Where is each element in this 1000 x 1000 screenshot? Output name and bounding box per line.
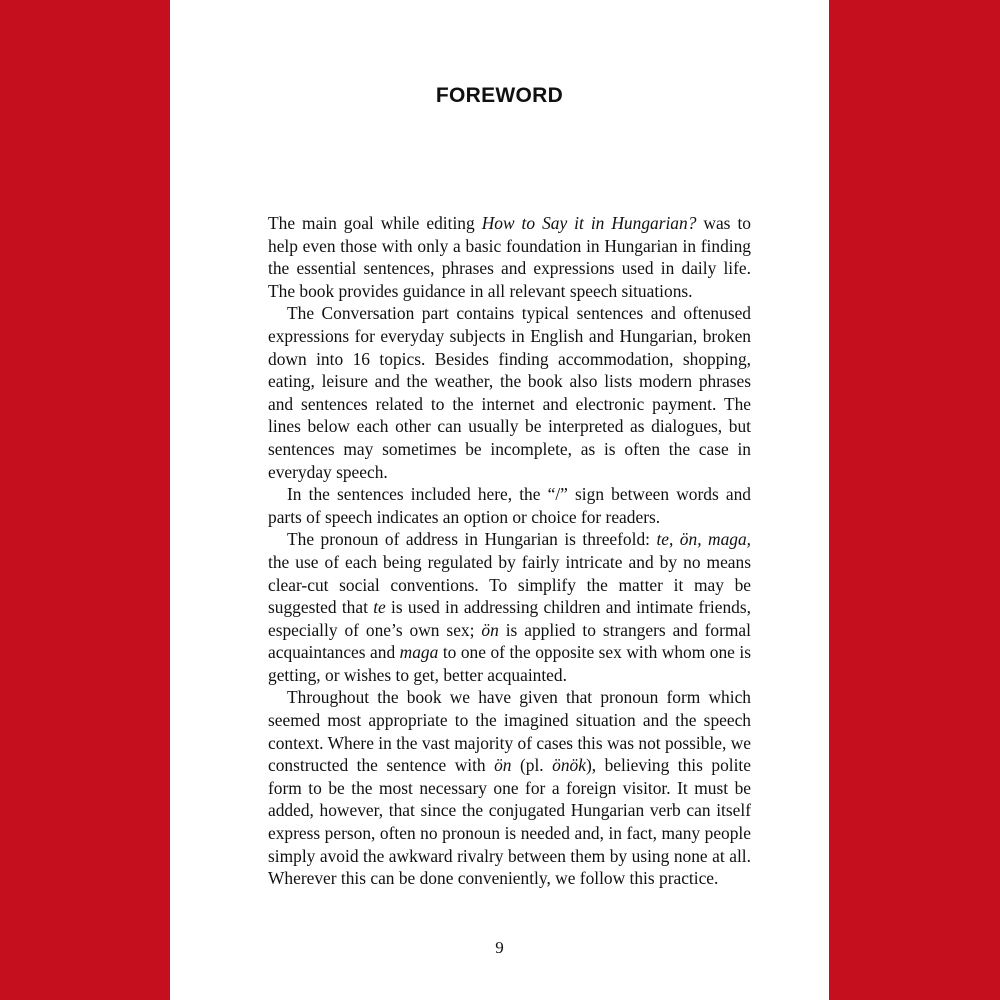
page-number: 9 [495,938,504,957]
italic-run: How to Say it in Hungarian? [481,213,697,233]
foreword-body [268,212,751,890]
italic-run: ön [494,755,512,776]
italic-run: maga [399,642,439,663]
text-run: to one of the opposite sex with whom one is getting, or wishes to get, better acquainted. [268,642,751,685]
italic-run: önök [552,755,586,776]
text-run: In the sentences included here, the “/” sign between words and parts of speech indicates an option or choice for readers. [268,484,751,527]
body-paragraph [268,483,751,528]
page-title: FOREWORD [435,84,564,107]
text-run: the use of each being regulated by fairly intricate and by no means clear-cut social conventions. To simplify the matter it may be suggested that [268,551,751,618]
italic-run: te [373,597,386,618]
book-page [170,0,829,1000]
body-paragraph [268,528,751,686]
text-run: is used in addressing children and intimate friends, especially of one’s own sex; [268,597,751,640]
text-run: ), believing this polite form to be the most necessary one for a foreign visitor. It must be added, however, that since the conjugated Hungarian verb can itself express person, often no pronoun is needed and, in fact, many people simply avoid the awkward rivalry between them by using none at all. Wherever this can be done conveniently, we follow this practice. [268,755,751,889]
text-run: Throughout the book we have given that pronoun form which seemed most appropriate to the imagined situation and the speech context. Where in the vast majority of cases this was not possible, we constructed the sentence with [268,687,751,776]
text-run: was to help even those with only a basic foundation in Hungarian in finding the essential sentences, phrases and expressions used in daily life. The book provides guidance in all relevant speech situations. [268,213,751,301]
italic-run: te, ön, maga, [656,529,751,550]
text-run: is applied to strangers and formal acquaintances and [268,619,751,663]
body-paragraph [268,686,751,889]
body-paragraph [268,212,751,302]
text-run: (pl. [511,755,553,776]
text-run: The pronoun of address in Hungarian is threefold: [287,529,657,550]
text-run: The main goal while editing [268,213,482,233]
text-run: The Conversation part contains typical sentences and oftenused expressions for everyday subjects in English and Hungarian, broken down into 16 topics. Besides finding accommodation, shopping, eating, leisure and the weather, the book also lists modern phrases and sentences related to the internet and electronic payment. The lines below each other can usually be interpreted as dialogues, but sentences may sometimes be incomplete, as is often the case in everyday speech. [268,303,751,482]
body-paragraph [268,302,751,483]
italic-run: ön [481,619,499,640]
